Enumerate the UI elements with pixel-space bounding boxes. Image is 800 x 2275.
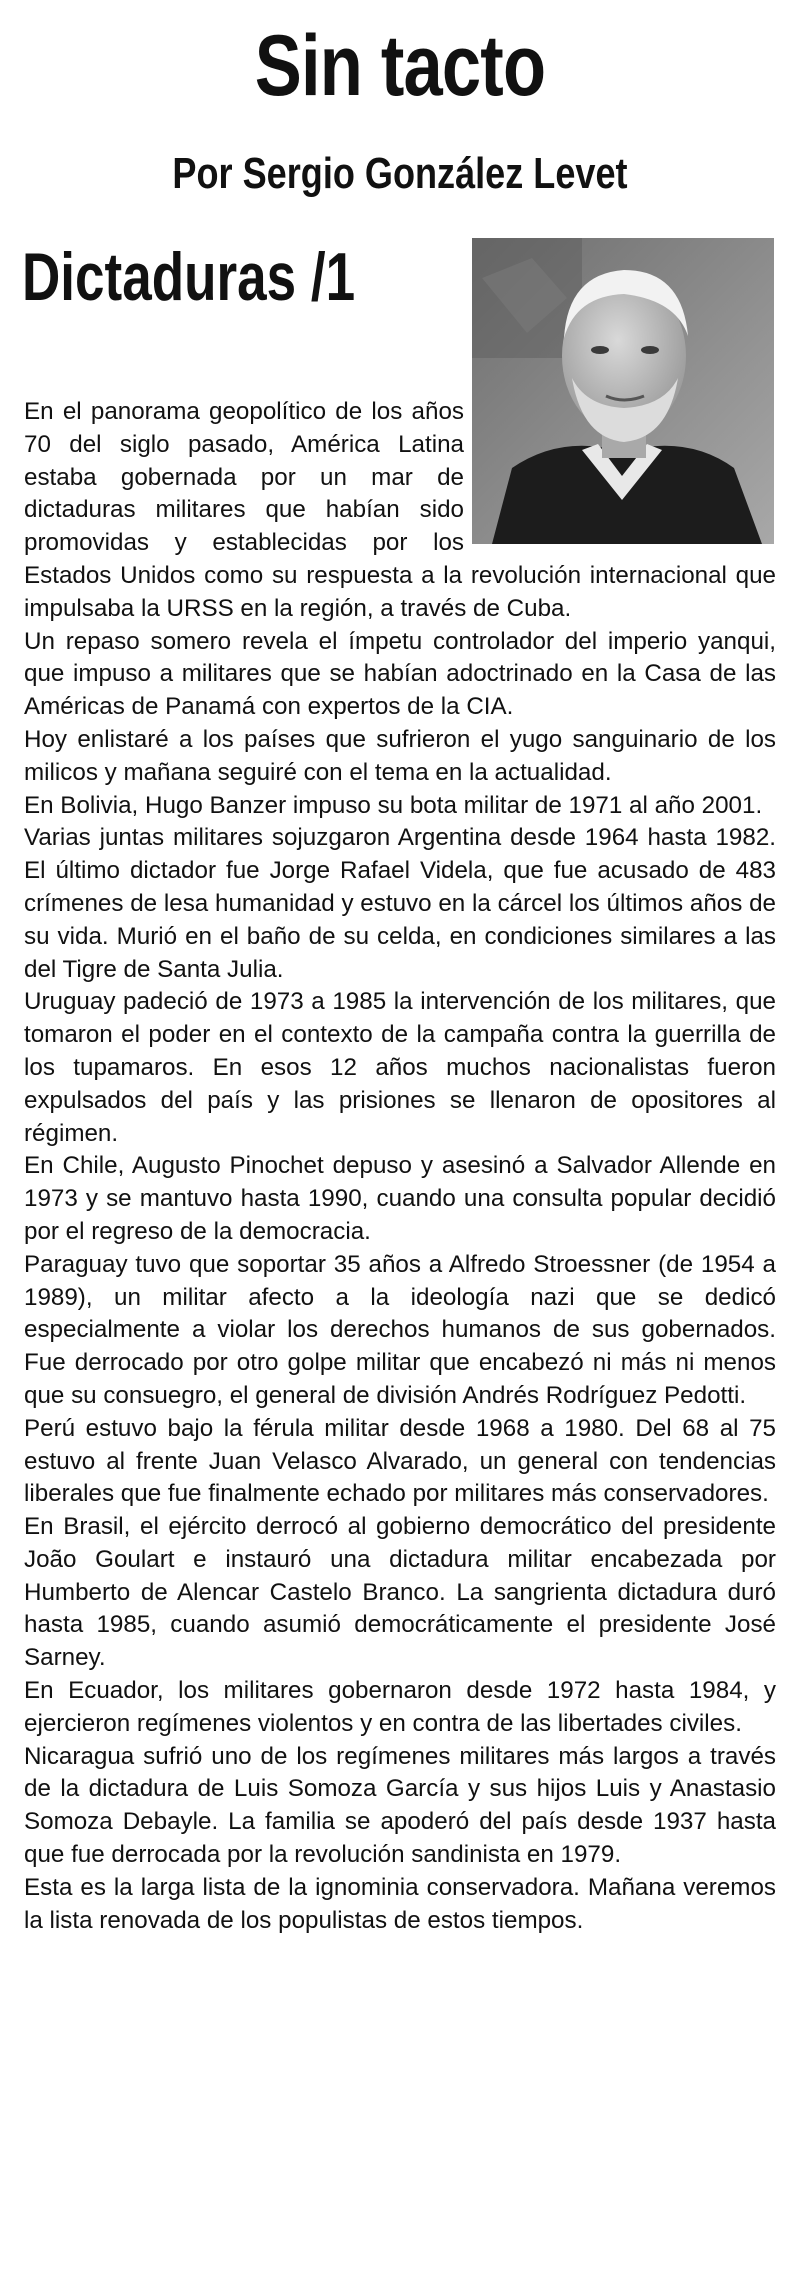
column-title: Sin tacto: [254, 18, 546, 114]
article-paragraph: En Ecuador, los militares gobernaron desde 1972 hasta 1984, y ejercieron regímenes violentos y en contra de las libertades civiles.: [24, 1677, 776, 1737]
article-paragraph: En el panorama geopolítico de los años 70 del siglo pasado, América Latina estaba gobernada por un mar de dictaduras militares que habían sido promovidas y establecidas por los Estados Unidos como su respuesta a la revolución internacional que impulsaba la URSS en la región, a través de Cuba.: [24, 398, 776, 622]
article-paragraph: En Chile, Augusto Pinochet depuso y asesinó a Salvador Allende en 1973 y se mantuvo hasta 1990, cuando una consulta popular decidió por el regreso de la democracia.: [24, 1152, 776, 1245]
article-body: [24, 396, 776, 1937]
article-paragraph: Nicaragua sufrió uno de los regímenes militares más largos a través de la dictadura de Luis Somoza García y sus hijos Luis y Anastasio Somoza Debayle. La familia se apoderó del país desde 1937 hasta que fue derrocada por la revolución sandinista en 1979.: [24, 1742, 776, 1869]
article-paragraph: Un repaso somero revela el ímpetu controlador del imperio yanqui, que impuso a militares que se habían adoctrinado en la Casa de las Américas de Panamá con expertos de la CIA.: [24, 627, 776, 721]
article-paragraph: En Brasil, el ejército derrocó al gobierno democrático del presidente João Goulart e instauró una dictadura militar encabezada por Humberto de Alencar Castelo Branco. La sangrienta dictadura duró hasta 1985, cuando asumió democráticamente el presidente José Sarney.: [24, 1513, 776, 1672]
article-paragraph: Hoy enlistaré a los países que sufrieron el yugo sanguinario de los milicos y mañana seguiré con el tema en la actualidad.: [24, 725, 776, 786]
article-paragraph: Esta es la larga lista de la ignominia conservadora. Mañana veremos la lista renovada de los populistas de estos tiempos.: [24, 1873, 776, 1934]
article-paragraph: Varias juntas militares sojuzgaron Argentina desde 1964 hasta 1982. El último dictador fue Jorge Rafael Videla, que fue acusado de 483 crímenes de lesa humanidad y estuvo en la cárcel los últimos años de su vida. Murió en el baño de su celda, en condiciones similares a las del Tigre de Santa Julia.: [24, 824, 776, 983]
article-headline: Dictaduras /1: [22, 239, 356, 315]
article-paragraph: Paraguay tuvo que soportar 35 años a Alfredo Stroessner (de 1954 a 1989), un militar afecto a la ideología nazi que se dedicó especialmente a violar los derechos humanos de sus gobernados. Fue derrocado por otro golpe militar que encabezó ni más ni menos que su consuegro, el general de división Andrés Rodríguez Pedotti.: [24, 1250, 776, 1409]
article-paragraph: En Bolivia, Hugo Banzer impuso su bota militar de 1971 al año 2001.: [24, 791, 763, 819]
article-paragraph: Perú estuvo bajo la férula militar desde 1968 a 1980. Del 68 al 75 estuvo al frente Juan Velasco Alvarado, un general con tendencias liberales que fue finalmente echado por militares más conservadores.: [24, 1414, 776, 1508]
byline: Por Sergio González Levet: [172, 149, 628, 198]
photo-wrap-space: [474, 396, 776, 546]
article-paragraph: Uruguay padeció de 1973 a 1985 la intervención de los militares, que tomaron el poder en el contexto de la campaña contra la guerrilla de los tupamaros. En esos 12 años muchos nacionalistas fueron expulsados del país y las prisiones se llenaron de opositores al régimen.: [24, 988, 776, 1147]
